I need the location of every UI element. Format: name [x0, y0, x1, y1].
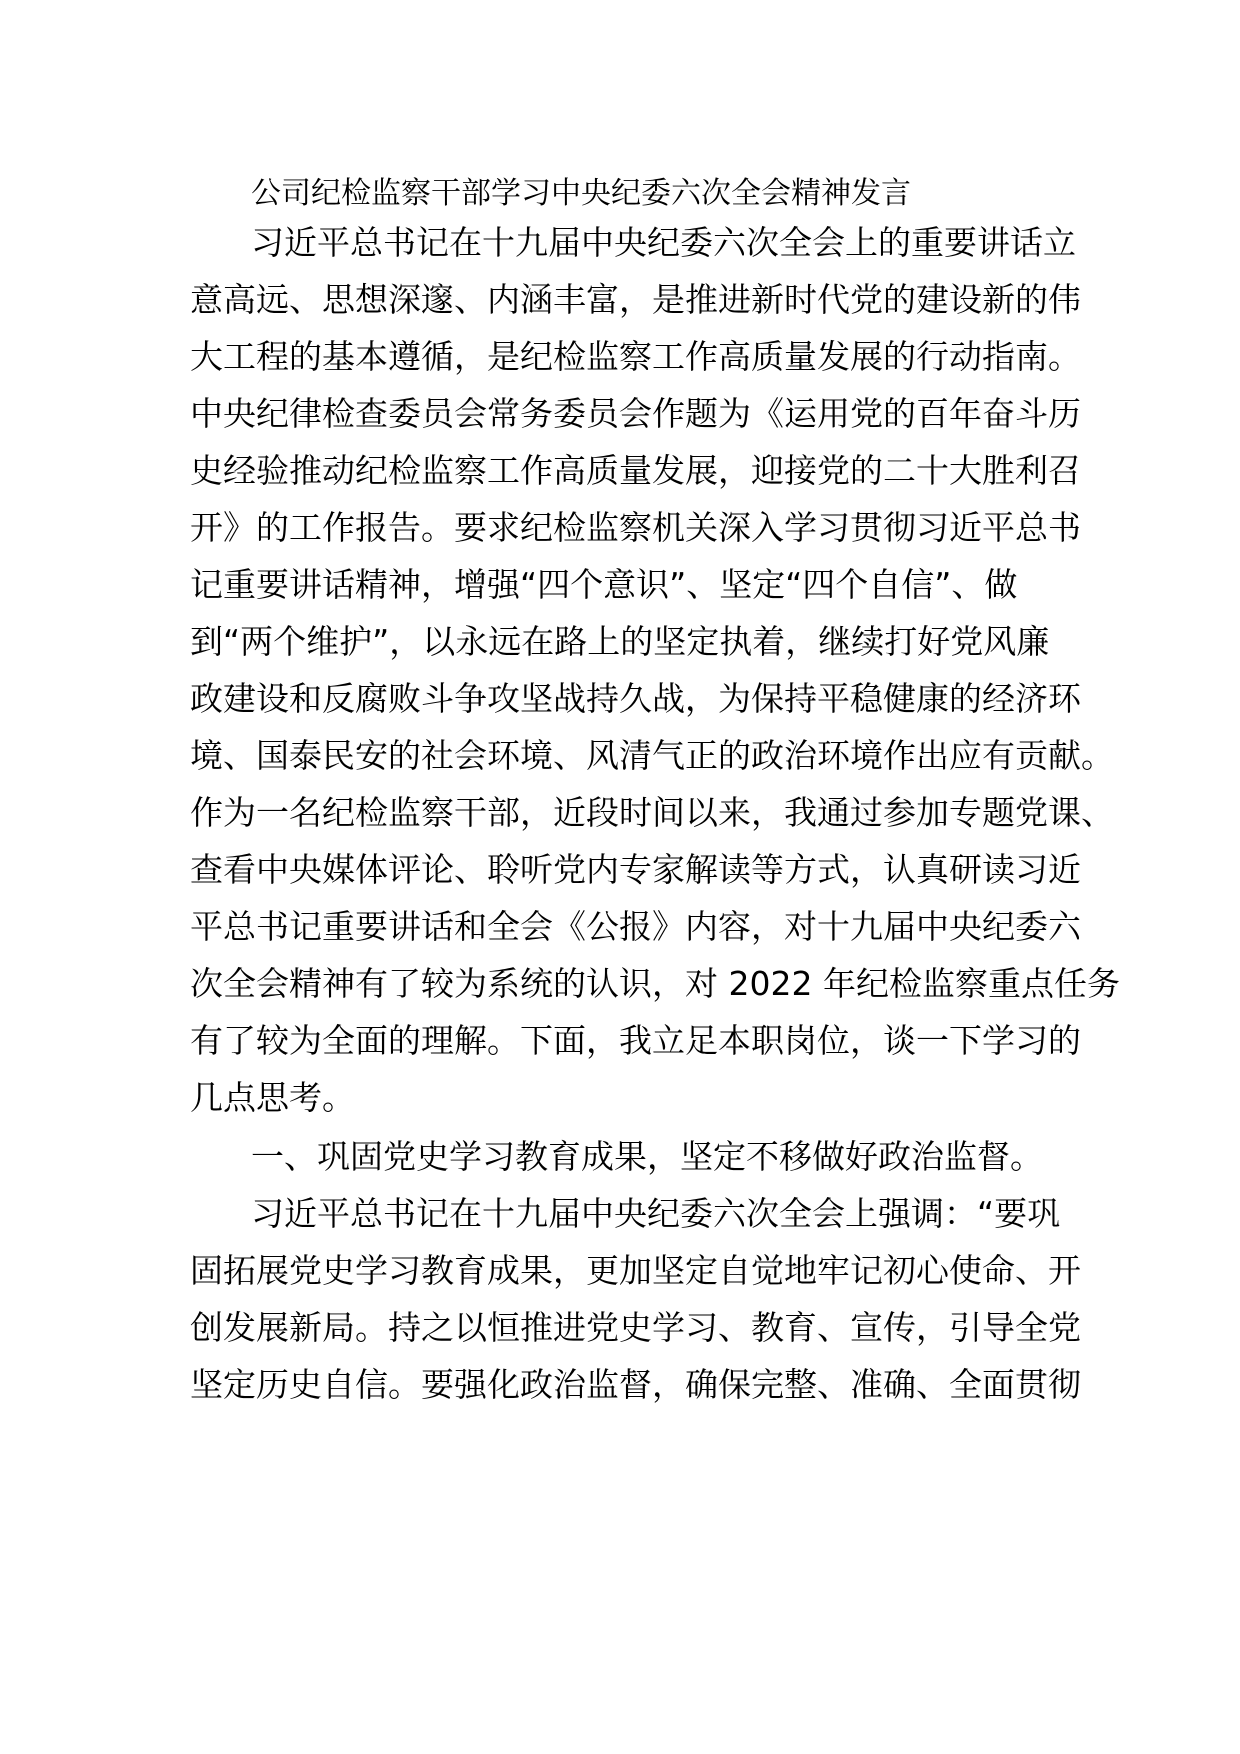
document-title: 公司纪检监察干部学习中央纪委六次全会精神发言 — [251, 176, 911, 211]
paragraph-line: 意高远、思想深邃、内涵丰富，是推进新时代党的建设新的伟 — [190, 280, 1081, 319]
paragraph-line: 几点思考。 — [190, 1078, 355, 1117]
paragraph-line: 史经验推动纪检监察工作高质量发展，迎接党的二十大胜利召 — [190, 451, 1081, 490]
paragraph-line: 平总书记重要讲话和全会《公报》内容，对十九届中央纪委六 — [190, 907, 1081, 946]
paragraph-line: 大工程的基本遵循，是纪检监察工作高质量发展的行动指南。 — [190, 337, 1081, 376]
paragraph-line: 记重要讲话精神，增强“四个意识”、坚定“四个自信”、做 — [190, 565, 1018, 604]
paragraph-line: 习近平总书记在十九届中央纪委六次全会上的重要讲话立 — [251, 223, 1076, 262]
paragraph-line: 开》的工作报告。要求纪检监察机关深入学习贯彻习近平总书 — [190, 508, 1081, 547]
paragraph-line: 到“两个维护”，以永远在路上的坚定执着，继续打好党风廉 — [190, 622, 1050, 661]
paragraph-line: 作为一名纪检监察干部，近段时间以来，我通过参加专题党课、 — [190, 793, 1114, 832]
paragraph-line: 习近平总书记在十九届中央纪委六次全会上强调：“要巩 — [251, 1194, 1061, 1233]
paragraph-line: 创发展新局。持之以恒推进党史学习、教育、宣传，引导全党 — [190, 1308, 1081, 1347]
paragraph-line: 政建设和反腐败斗争攻坚战持久战，为保持平稳健康的经济环 — [190, 679, 1081, 718]
paragraph-line: 坚定历史自信。要强化政治监督，确保完整、准确、全面贯彻 — [190, 1365, 1081, 1404]
paragraph-line: 中央纪律检查委员会常务委员会作题为《运用党的百年奋斗历 — [190, 394, 1081, 433]
section-heading: 一、巩固党史学习教育成果，坚定不移做好政治监督。 — [251, 1137, 1043, 1176]
paragraph-line: 查看中央媒体评论、聆听党内专家解读等方式，认真研读习近 — [190, 850, 1081, 889]
paragraph-line: 次全会精神有了较为系统的认识，对 2022 年纪检监察重点任务 — [190, 964, 1120, 1003]
paragraph-line: 有了较为全面的理解。下面，我立足本职岗位，谈一下学习的 — [190, 1021, 1081, 1060]
paragraph-line: 境、国泰民安的社会环境、风清气正的政治环境作出应有贡献。 — [190, 736, 1114, 775]
paragraph-line: 固拓展党史学习教育成果，更加坚定自觉地牢记初心使命、开 — [190, 1251, 1081, 1290]
